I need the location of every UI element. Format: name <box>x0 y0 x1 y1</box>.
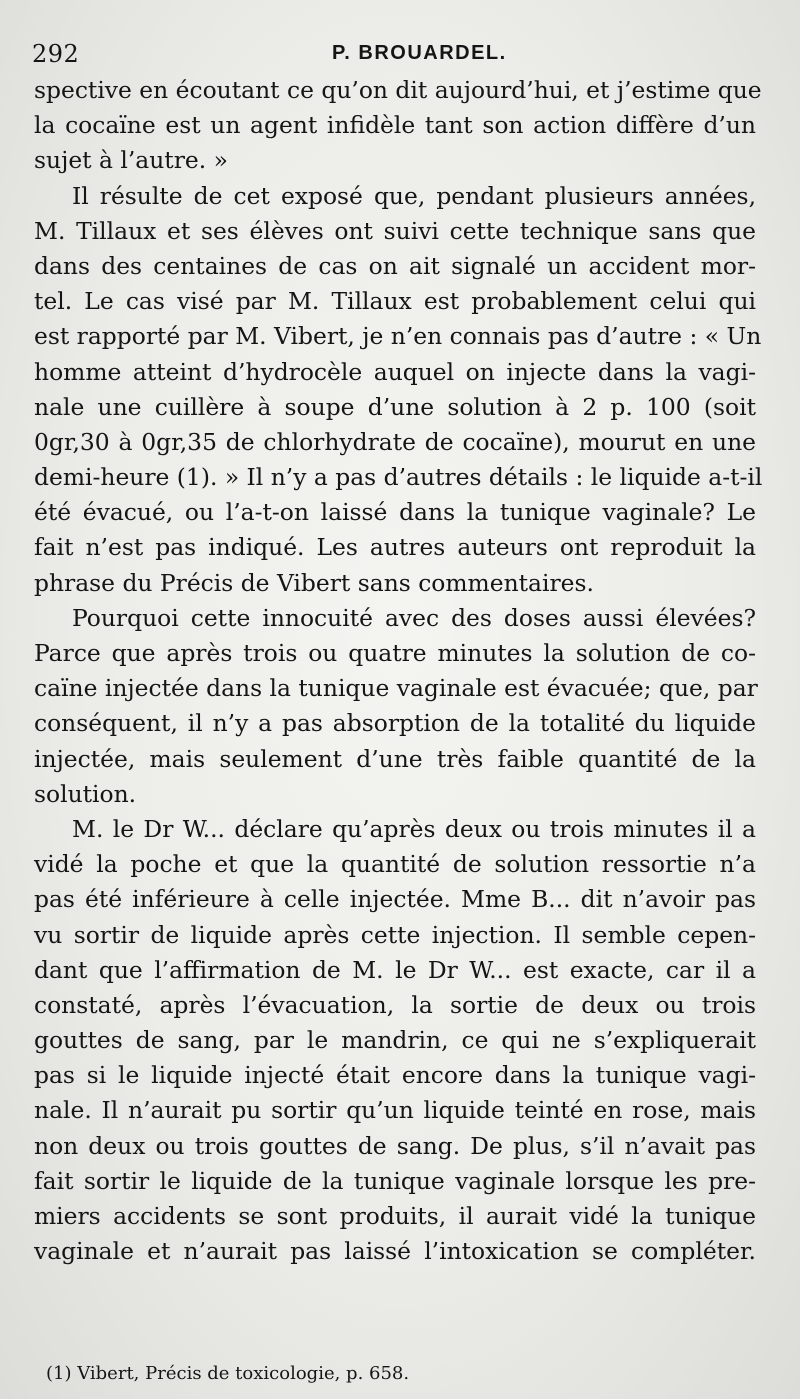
text-line: non deux ou trois gouttes de sang. De plus, s’il n’avait pas <box>34 1131 756 1160</box>
text-line: sujet à l’autre. » <box>34 146 228 175</box>
text-line: spective en écoutant ce qu’on dit aujourd’hui, et j’estime que <box>34 76 762 104</box>
text-line: M. le Dr W... déclare qu’après deux ou trois minutes il a <box>72 814 756 843</box>
text-line: tel. Le cas visé par M. Tillaux est probablement celui qui <box>34 287 756 316</box>
footnote-separator <box>34 1296 756 1297</box>
text-line: fait sortir le liquide de la tunique vaginale lorsque les pre- <box>34 1166 756 1195</box>
text-line: conséquent, il n’y a pas absorption de la totalité du liquide <box>34 709 756 738</box>
text-line: été évacué, ou l’a-t-on laissé dans la tunique vaginale? Le <box>34 498 756 527</box>
text-line: est rapporté par M. Vibert, je n’en connais pas d’autre : « Un <box>34 322 762 351</box>
text-line: 0gr,30 à 0gr,35 de chlorhydrate de cocaïne), mourut en une <box>34 427 756 456</box>
text-line: constaté, après l’évacuation, la sortie de deux ou trois <box>34 990 756 1019</box>
text-line: dans des centaines de cas on ait signalé un accident mor- <box>34 251 756 280</box>
text-line: gouttes de sang, par le mandrin, ce qui ne s’expliquerait <box>34 1026 756 1055</box>
text-line: vaginale et n’aurait pas laissé l’intoxication se compléter. <box>34 1237 756 1266</box>
running-head: P. BROUARDEL. <box>332 42 507 64</box>
text-line: la cocaïne est un agent infidèle tant son action diffère d’un <box>34 111 756 140</box>
text-line: pas si le liquide injecté était encore dans la tunique vagi- <box>34 1061 756 1090</box>
text-line: caïne injectée dans la tunique vaginale est évacuée; que, par <box>34 674 758 703</box>
footnote: (1) Vibert, Précis de toxicologie, p. 658. <box>46 1363 410 1384</box>
text-line: injectée, mais seulement d’une très faible quantité de la <box>34 744 756 773</box>
text-line: nale. Il n’aurait pu sortir qu’un liquide teinté en rose, mais <box>34 1096 756 1125</box>
text-line: M. Tillaux et ses élèves ont suivi cette technique sans que <box>34 216 756 245</box>
text-line: fait n’est pas indiqué. Les autres auteurs ont reproduit la <box>34 533 756 562</box>
text-line: phrase du Précis de Vibert sans commentaires. <box>34 568 594 597</box>
body-text <box>34 73 763 1269</box>
text-line: miers accidents se sont produits, il aurait vidé la tunique <box>34 1202 756 1230</box>
text-line: solution. <box>34 779 137 808</box>
text-line: vu sortir de liquide après cette injection. Il semble cepen- <box>34 920 756 949</box>
text-line: pas été inférieure à celle injectée. Mme B... dit n’avoir pas <box>34 885 756 914</box>
text-line: demi-heure (1). » Il n’y a pas d’autres détails : le liquide a-t-il <box>34 463 763 492</box>
text-line: nale une cuillère à soupe d’une solution à 2 p. 100 (soit <box>34 392 756 421</box>
text-line: homme atteint d’hydrocèle auquel on injecte dans la vagi- <box>34 357 756 386</box>
text-line: Il résulte de cet exposé que, pendant plusieurs années, <box>72 181 756 210</box>
text-line: Parce que après trois ou quatre minutes la solution de co- <box>34 639 756 667</box>
text-line: vidé la poche et que la quantité de solution ressortie n’a <box>34 850 756 879</box>
page-number: 292 <box>32 40 80 68</box>
page-header <box>32 36 762 70</box>
text-line: Pourquoi cette innocuité avec des doses aussi élevées? <box>72 603 756 632</box>
text-line: dant que l’affirmation de M. le Dr W... est exacte, car il a <box>34 955 756 984</box>
